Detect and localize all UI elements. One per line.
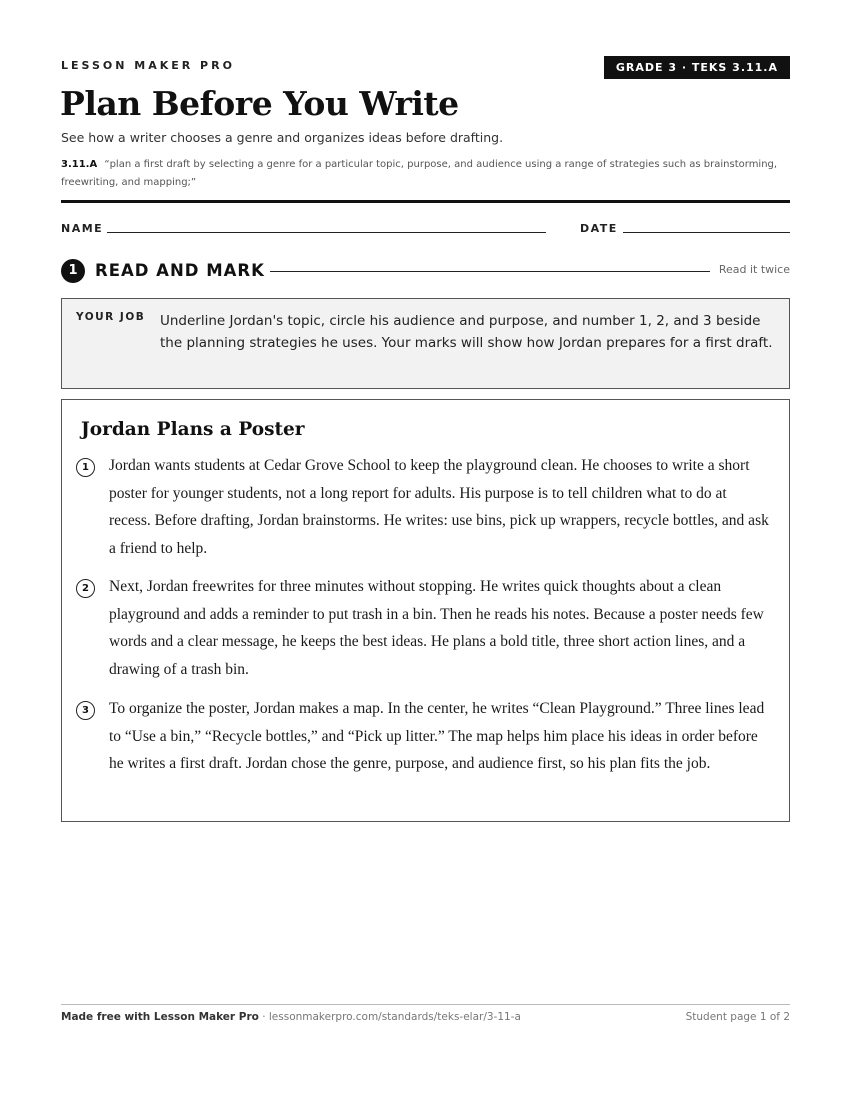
your-job-label: YOUR JOB [76, 311, 146, 323]
footer-divider [61, 1004, 790, 1005]
paragraph-text: Next, Jordan freewrites for three minutes without stopping. He writes quick thoughts about a clean playground and adds a reminder to put trash in a bin. Then he reads his notes. Because a poster needs few words and a clear message, he keeps the best ideas. He plans a bold title, three short action lines, and a drawing of a trash bin. [109, 578, 764, 678]
paragraph-text: Jordan wants students at Cedar Grove School to keep the playground clean. He chooses to write a short poster for younger students, not a long report for adults. His purpose is to tell children what to do at recess. Before drafting, Jordan brainstorms. He writes: use bins, pick up wrappers, recycle bottles, and ask a friend to help. [109, 457, 769, 557]
paragraph-text: To organize the poster, Jordan makes a map. In the center, he writes “Clean Playground.” Three lines lead to “Use a bin,” “Recycle bottles,” and “Pick up litter.” The map helps him place his ideas in order before he writes a first draft. Jordan chose the genre, purpose, and audience first, so his plan fits the job. [109, 700, 765, 772]
footer-credit [61, 1011, 521, 1023]
section-note: Read it twice [718, 263, 790, 276]
paragraph-number: 2 [76, 579, 95, 598]
footer-made-with: Made free with Lesson Maker Pro [61, 1011, 259, 1023]
top-bar [61, 56, 790, 80]
passage-title: Jordan Plans a Poster [81, 419, 305, 440]
page-title: Plan Before You Write [60, 84, 459, 123]
standard-code: 3.11.A [61, 159, 98, 170]
reading-passage [61, 399, 790, 822]
section-title: READ AND MARK [95, 261, 265, 280]
header-divider [61, 200, 790, 203]
footer-separator: · [258, 1011, 269, 1023]
your-job-text: Underline Jordan's topic, circle his audience and purpose, and number 1, 2, and 3 beside the planning strategies he uses. Your marks will show how Jordan prepares for a first draft. [160, 313, 773, 351]
date-field-line[interactable] [623, 232, 790, 233]
standard-statement [61, 156, 790, 192]
standard-text: “plan a first draft by selecting a genre for a particular topic, purpose, and audience using a range of strategies such as brainstorming, freewriting, and mapping;” [61, 159, 778, 188]
grade-badge: GRADE 3 · TEKS 3.11.A [604, 56, 790, 79]
date-label: DATE [580, 222, 618, 235]
brand-name: LESSON MAKER PRO [61, 59, 235, 72]
paragraph-number: 3 [76, 701, 95, 720]
page-subtitle: See how a writer chooses a genre and organizes ideas before drafting. [61, 130, 504, 145]
your-job-box [61, 298, 790, 389]
section-header [61, 259, 790, 285]
name-label: NAME [61, 222, 104, 235]
footer-page-number: Student page 1 of 2 [685, 1011, 790, 1023]
paragraph-number: 1 [76, 458, 95, 477]
name-field-line[interactable] [107, 232, 546, 233]
section-rule [270, 271, 710, 272]
footer-url[interactable]: lessonmakerpro.com/standards/teks-elar/3-11-a [268, 1011, 521, 1023]
section-number-badge: 1 [61, 259, 85, 283]
